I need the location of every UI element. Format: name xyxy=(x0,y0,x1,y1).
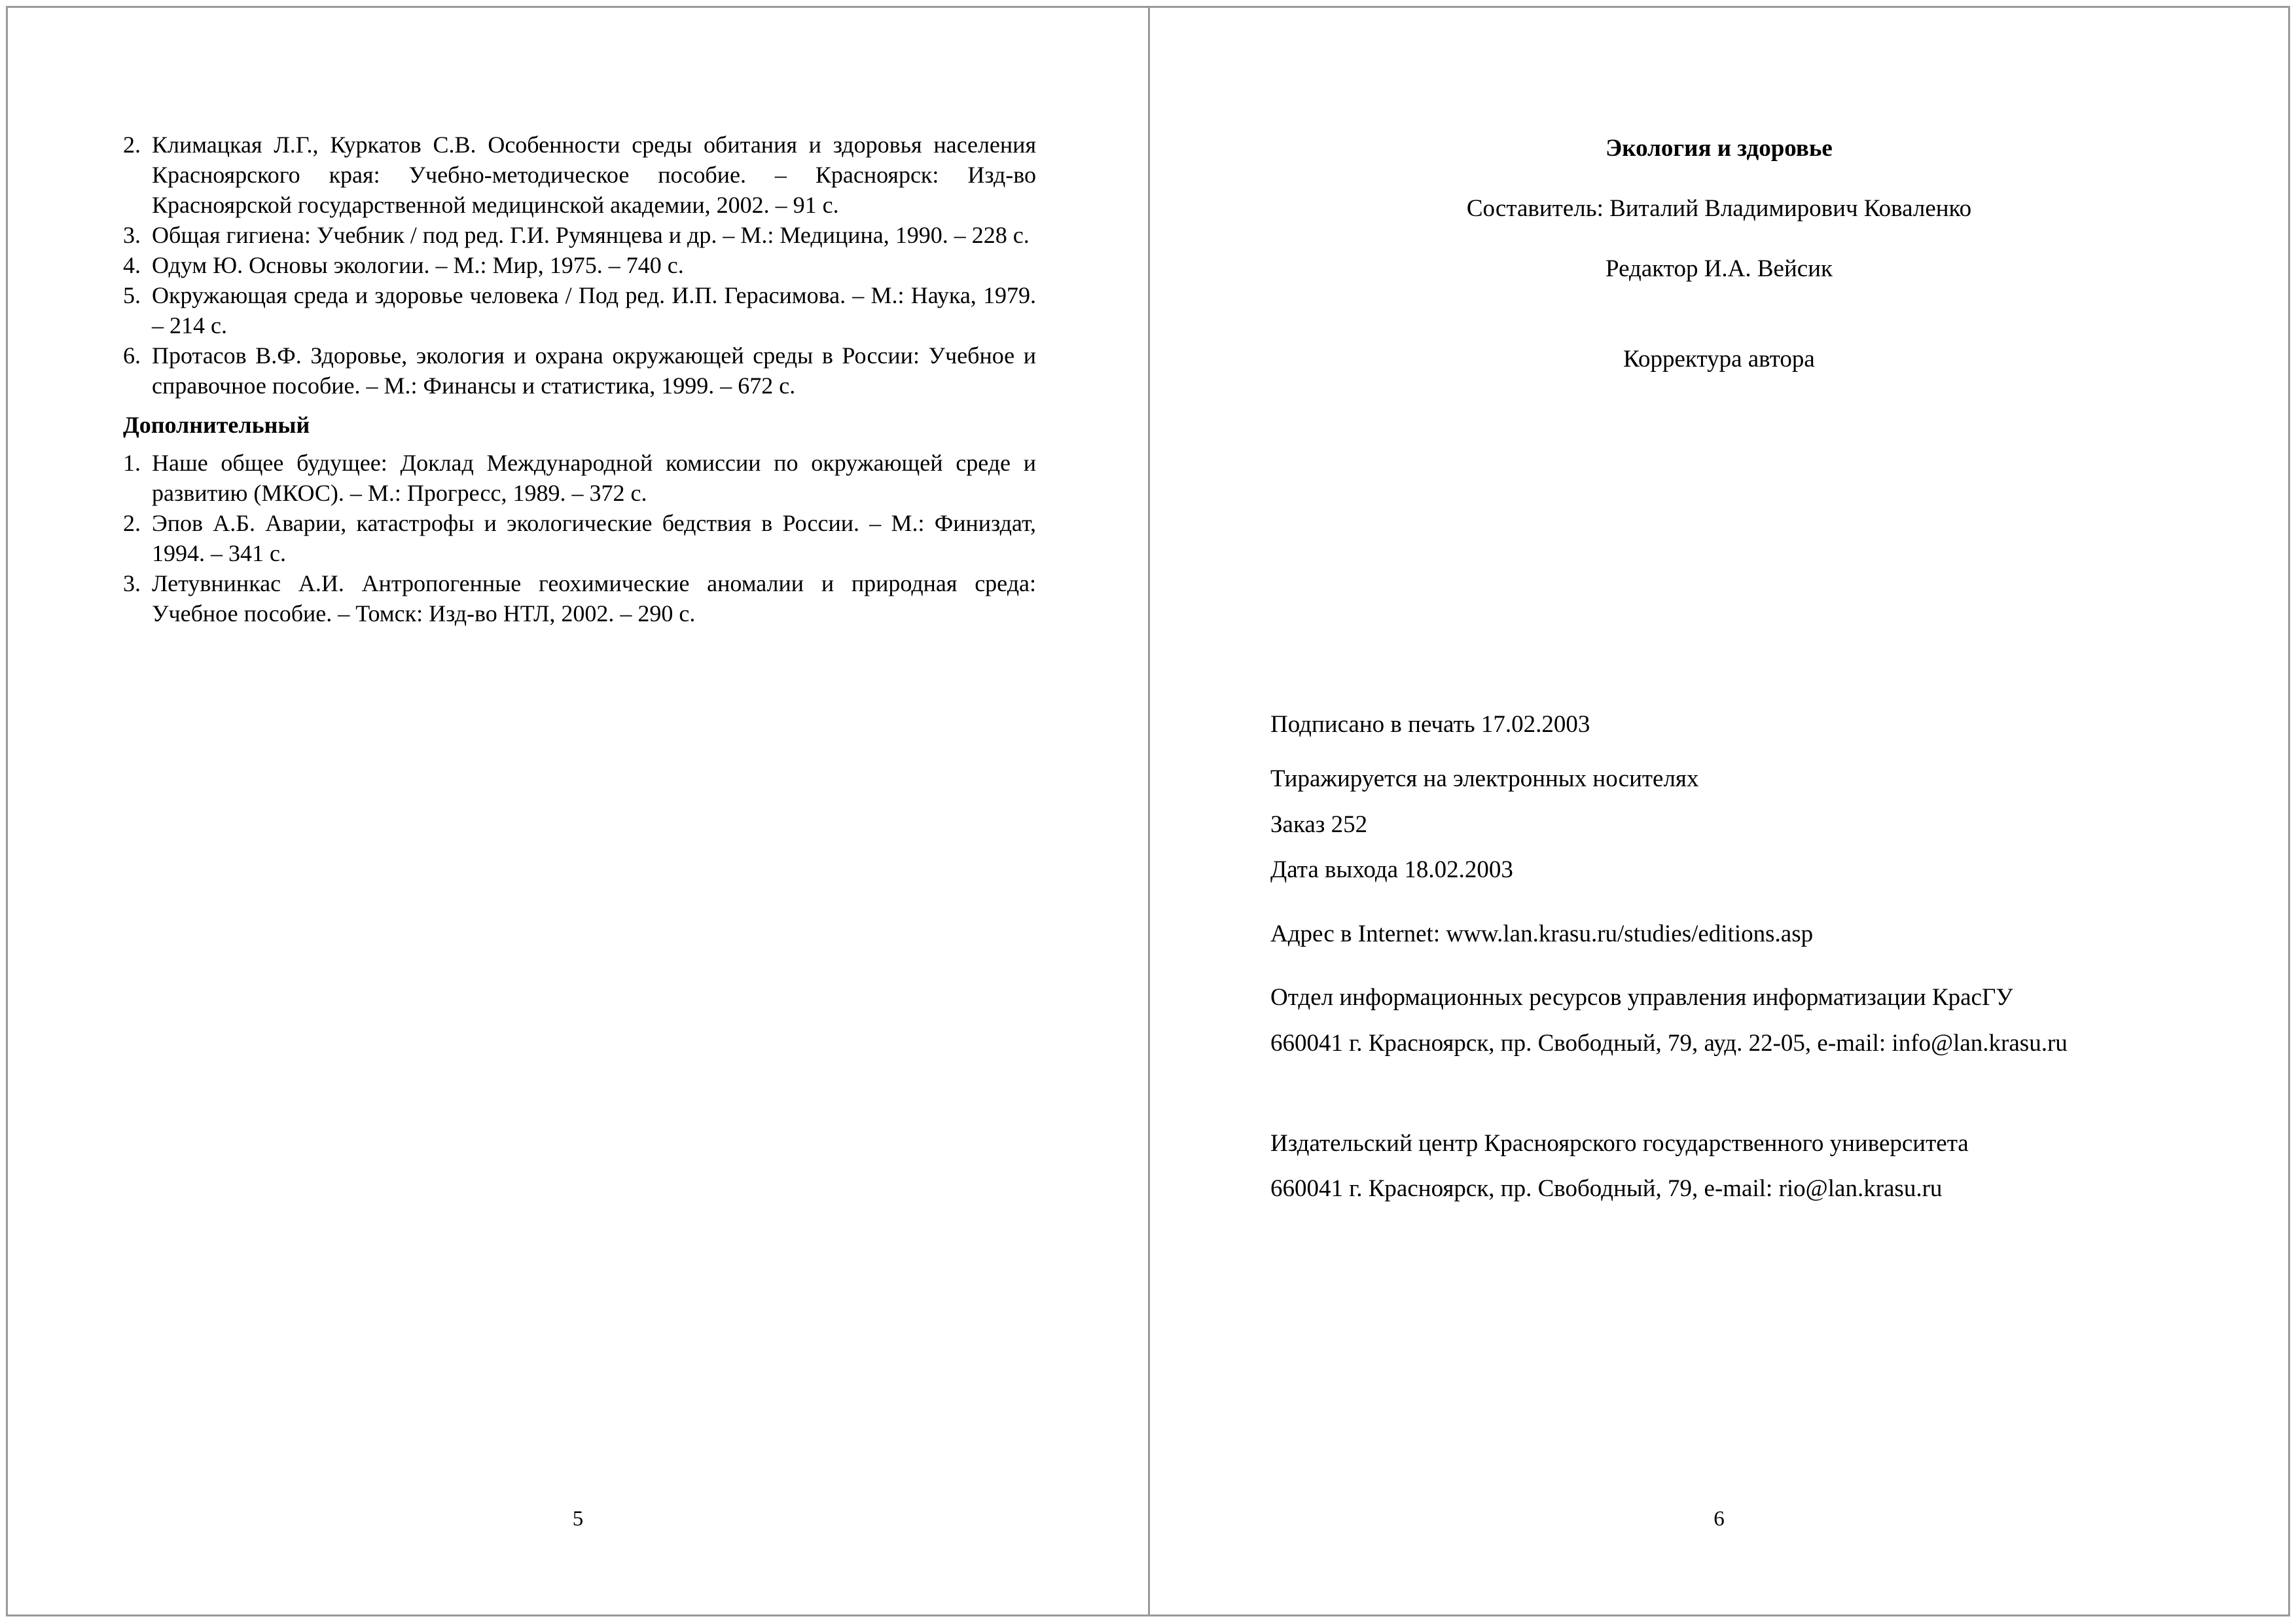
reference-item: 2. Климацкая Л.Г., Куркатов С.В. Особенности среды обитания и здоровья населения Красноярского края: Учебно-методическое пособие. – Красноярск: Изд-во Красноярской государственной медицинской академии, 2002. – 91 с. xyxy=(123,132,1036,218)
reference-item: 6. Протасов В.Ф. Здоровье, экология и охрана окружающей среды в России: Учебное и справочное пособие. – М.: Финансы и статистика, 1999. – 672 с. xyxy=(123,342,1036,399)
proofreading-line: Корректура автора xyxy=(1623,346,1815,373)
main-reference-list xyxy=(123,130,1036,401)
page-left xyxy=(6,6,1150,1616)
internet-address: Адрес в Internet: www.lan.krasu.ru/studies/editions.asp xyxy=(1270,921,1814,947)
additional-reference-list xyxy=(123,448,1036,629)
compiler-line: Составитель: Виталий Владимирович Коваленко xyxy=(1466,195,1972,222)
department-name: Отдел информационных ресурсов управления информатизации КрасГУ xyxy=(1270,984,2013,1011)
page-number: 5 xyxy=(572,1507,584,1531)
reference-item: 5. Окружающая среда и здоровье человека / Под ред. И.П. Герасимова. – М.: Наука, 1979. – 214 с. xyxy=(123,282,1036,338)
reference-item: 1. Наше общее будущее: Доклад Международной комиссии по окружающей среде и развитию (МКОС). – М.: Прогресс, 1989. – 372 с. xyxy=(123,450,1036,506)
page-number: 6 xyxy=(1713,1507,1725,1531)
reference-item: 3. Общая гигиена: Учебник / под ред. Г.И. Румянцева и др. – М.: Медицина, 1990. – 228 с. xyxy=(123,222,1030,248)
bibliography xyxy=(123,130,1036,629)
reference-item: 2. Эпов А.Б. Аварии, катастрофы и экологические бедствия в России. – М.: Финиздат, 1994. – 341 с. xyxy=(123,510,1036,566)
additional-heading: Дополнительный xyxy=(123,412,310,438)
book-title: Экология и здоровье xyxy=(1605,135,1833,162)
signed-line: Подписано в печать 17.02.2003 xyxy=(1270,711,1590,738)
release-line: Дата выхода 18.02.2003 xyxy=(1270,856,1513,883)
publisher-name: Издательский центр Красноярского государственного университета xyxy=(1270,1130,1969,1157)
publisher-address: 660041 г. Красноярск, пр. Свободный, 79, e-mail: rio@lan.krasu.ru xyxy=(1270,1175,1943,1202)
editor-line: Редактор И.А. Вейсик xyxy=(1605,255,1833,282)
reference-item: 3. Летувнинкас А.И. Антропогенные геохимические аномалии и природная среда: Учебное пособие. – Томск: Изд-во НТЛ, 2002. – 290 с. xyxy=(123,570,1036,627)
circulation-line: Тиражируется на электронных носителях xyxy=(1270,765,1699,792)
department-address: 660041 г. Красноярск, пр. Свободный, 79, ауд. 22-05, e-mail: info@lan.krasu.ru xyxy=(1270,1030,2068,1057)
order-line: Заказ 252 xyxy=(1270,811,1368,838)
page-right xyxy=(1148,6,2290,1616)
reference-item: 4. Одум Ю. Основы экологии. – М.: Мир, 1975. – 740 с. xyxy=(123,252,684,278)
